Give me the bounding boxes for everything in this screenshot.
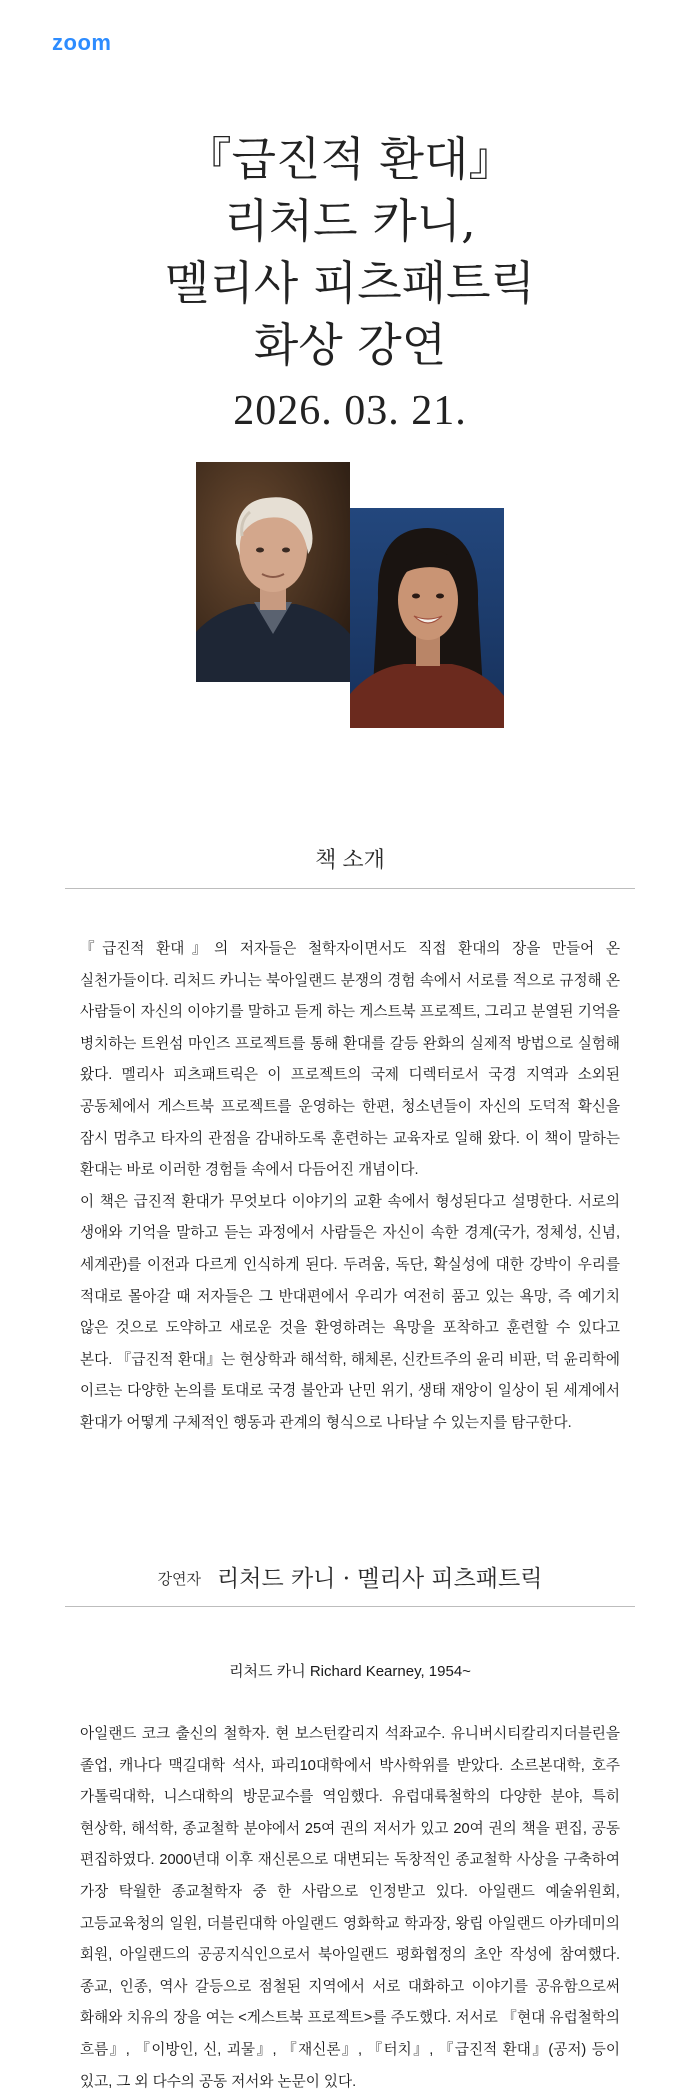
section-divider (65, 888, 635, 889)
zoom-logo[interactable]: zoom (52, 30, 112, 55)
title-line-4: 화상 강연 (253, 318, 447, 372)
speakers-label: 강연자 (157, 1571, 202, 1588)
melissa-fitzpatrick-photo (350, 508, 504, 728)
speakers-names: 리처드 카니 · 멜리사 피츠패트릭 (217, 1566, 543, 1592)
speaker-bio-paragraph: 아일랜드 코크 출신의 철학자. 현 보스턴칼리지 석좌교수. 유니버시티칼리지더블린을 졸업, 캐나다 맥길대학 석사, 파리10대학에서 박사학위를 받았다. 소르본대학, 호주 가톨릭대학, 니스대학의 방문교수를 역임했다. 유럽대륙철학의 다양한 분야, 특히 현상학, 해석학, 종교철학 분야에서 25여 권의 저서가 있고 20여 권의 책을 편집, 공동 편집하였다. 2000년대 이후 재신론으로 대변되는 독창적인 종교철학 사상을 구축하여 가장 탁월한 종교철학자 중 한 사람으로 인정받고 있다. 아일랜드 예술위원회, 고등교육청의 일원, 더블린대학 아일랜드 영화학교 학과장, 왕립 아일랜드 아카데미의 회원, 아일랜드의 공공지식인으로서 북아일랜드 평화협정의 초안 작성에 참여했다. 종교, 인종, 역사 갈등으로 점철된 지역에서 서로 대화하고 이야기를 공유함으로써 화해와 치유의 장을 여는 <게스트북 프로젝트>를 주도했다. 저서로 『현대 유럽철학의 흐름』, 『이방인, 신, 괴물』, 『재신론』, 『터치』, 『급진적 환대』(공저) 등이 있고, 그 외 다수의 공동 저서와 논문이 있다. (80, 1726, 620, 2090)
event-title (0, 128, 700, 376)
title-line-1: 『급진적 환대』 (185, 132, 515, 186)
book-intro-paragraph-2: 이 책은 급진적 환대가 무엇보다 이야기의 교환 속에서 형성된다고 설명한다. 서로의 생애와 기억을 말하고 듣는 과정에서 사람들은 자신이 속한 경계(국가, 정체성, 신념, 세계관)를 이전과 다르게 인식하게 된다. 두려움, 독단, 확실성에 대한 강박이 우리를 적대로 몰아갈 때 저자들은 그 반대편에서 우리가 여전히 품고 있는 욕망, 즉 예기치 않은 것으로 도약하고 새로운 것을 환영하려는 욕망을 포착하고 훈련할 수 있다고 본다. 『급진적 환대』는 현상학과 해석학, 해체론, 신칸트주의 윤리 비판, 덕 윤리학에 이르는 다양한 논의를 토대로 국경 불안과 난민 위기, 생태 재앙이 일상이 된 세계에서 환대가 어떻게 구체적인 행동과 관계의 형식으로 나타날 수 있는지를 탐구한다. (80, 1193, 620, 1431)
speaker-bio (80, 1719, 620, 2098)
speaker-name-line: 리처드 카니 Richard Kearney, 1954~ (229, 1663, 471, 1680)
speakers-heading (0, 1560, 700, 1593)
book-intro-paragraph-1: 『급진적 환대』의 저자들은 철학자이면서도 직접 환대의 장을 만들어 온 실천가들이다. 리처드 카니는 북아일랜드 분쟁의 경험 속에서 서로를 적으로 규정해 온 사람들이 자신의 이야기를 말하고 듣게 하는 게스트북 프로젝트, 그리고 분열된 기억을 병치하는 트윈섬 마인즈 프로젝트를 통해 환대를 갈등 완화의 실제적 방법으로 실험해 왔다. 멜리사 피츠패트릭은 이 프로젝트의 국제 디렉터로서 국경 지역과 소외된 공동체에서 게스트북 프로젝트를 운영하는 한편, 청소년들이 자신의 도덕적 확신을 잠시 멈추고 타자의 관점을 감내하도록 훈련하는 교육자로 일해 왔다. 이 책이 말하는 환대는 바로 이러한 경험들 속에서 다듬어진 개념이다. (80, 941, 620, 1179)
title-line-3: 멜리사 피츠패트릭 (164, 256, 536, 310)
section-divider (65, 1606, 635, 1607)
book-intro-text (80, 934, 620, 1440)
book-intro-heading: 책 소개 (315, 847, 385, 872)
richard-kearney-photo (196, 462, 350, 682)
title-line-2: 리처드 카니, (224, 194, 476, 248)
event-date: 2026. 03. 21. (233, 388, 467, 434)
